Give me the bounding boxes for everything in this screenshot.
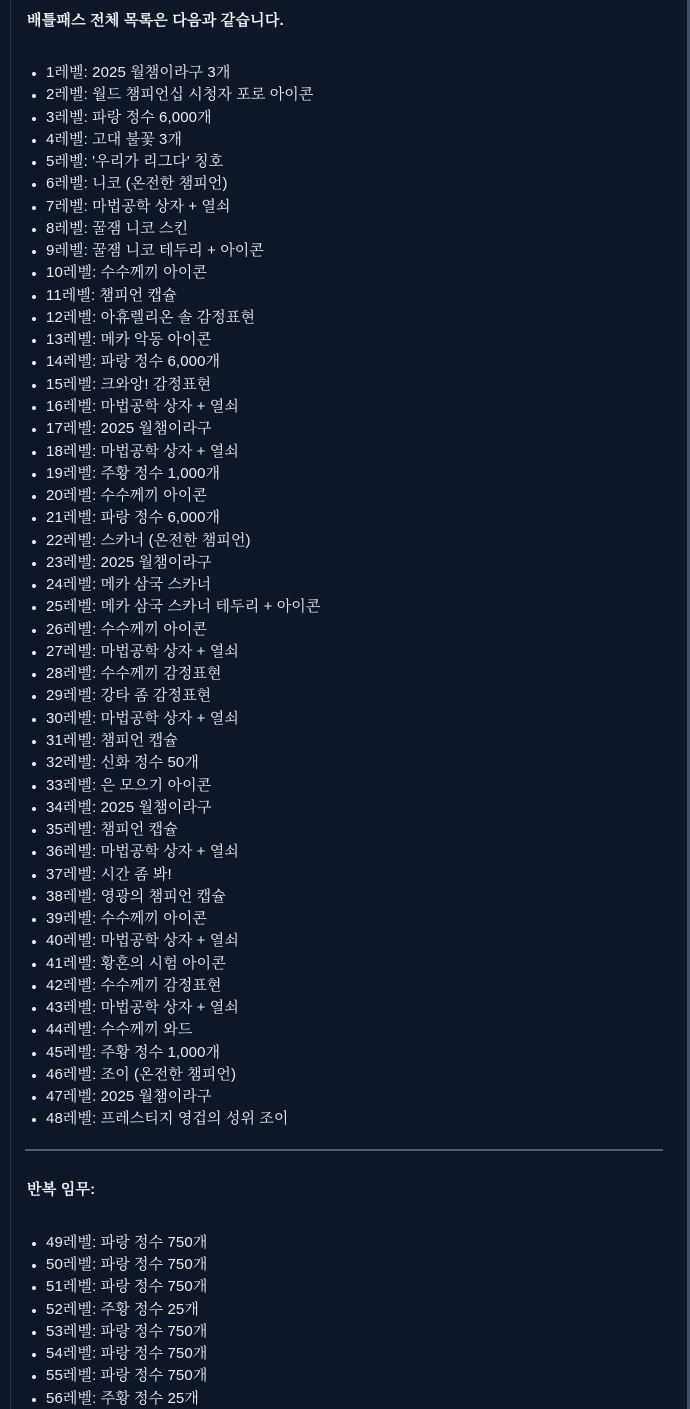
list-item: • 12레벨: 아휴렐리온 솔 감정표현: [46, 307, 663, 329]
list-item: • 46레벨: 조이 (온전한 챔피언): [46, 1064, 663, 1086]
panel-border-left: [10, 0, 11, 1409]
list-item: • 1레벨: 2025 월챔이라구 3개: [46, 62, 663, 84]
list-item: • 32레벨: 신화 정수 50개: [46, 752, 663, 774]
list-item: • 24레벨: 메카 삼국 스카너: [46, 574, 663, 596]
list-item: • 14레벨: 파랑 정수 6,000개: [46, 351, 663, 373]
list-item: • 56레벨: 주황 정수 25개: [46, 1388, 663, 1409]
list-item: • 26레벨: 수수께끼 아이콘: [46, 619, 663, 641]
list-item: • 51레벨: 파랑 정수 750개: [46, 1276, 663, 1298]
list-item: • 49레벨: 파랑 정수 750개: [46, 1232, 663, 1254]
repeat-missions-heading: 반복 임무:: [27, 1180, 96, 1198]
list-item: • 2레벨: 월드 챔피언십 시청자 포로 아이콘: [46, 84, 663, 106]
intro-paragraph: 배틀패스 전체 목록은 다음과 같습니다.: [27, 12, 284, 29]
list-item: • 28레벨: 수수께끼 감정표현: [46, 663, 663, 685]
list-item: • 53레벨: 파랑 정수 750개: [46, 1321, 663, 1343]
list-item: • 9레벨: 꿀잼 니코 테두리 + 아이콘: [46, 240, 663, 262]
list-item: • 40레벨: 마법공학 상자 + 열쇠: [46, 930, 663, 952]
list-item: • 38레벨: 영광의 챔피언 캡슐: [46, 886, 663, 908]
list-item: • 34레벨: 2025 월챔이라구: [46, 797, 663, 819]
list-item: • 43레벨: 마법공학 상자 + 열쇠: [46, 997, 663, 1019]
list-item: • 41레벨: 황혼의 시험 아이콘: [46, 953, 663, 975]
list-item: • 54레벨: 파랑 정수 750개: [46, 1343, 663, 1365]
divider: [25, 1149, 663, 1151]
list-item: • 39레벨: 수수께끼 아이콘: [46, 908, 663, 930]
list-item: • 20레벨: 수수께끼 아이콘: [46, 485, 663, 507]
list-item: • 33레벨: 은 모으기 아이콘: [46, 775, 663, 797]
list-item: • 37레벨: 시간 좀 봐!: [46, 864, 663, 886]
list-item: • 44레벨: 수수께끼 와드: [46, 1019, 663, 1041]
article-content: [27, 12, 663, 1409]
repeat-missions-list: [27, 1232, 663, 1409]
list-item: • 11레벨: 챔피언 캡슐: [46, 285, 663, 307]
list-item: • 7레벨: 마법공학 상자 + 열쇠: [46, 196, 663, 218]
list-item: • 4레벨: 고대 불꽃 3개: [46, 129, 663, 151]
list-item: • 47레벨: 2025 월챔이라구: [46, 1086, 663, 1108]
list-item: • 22레벨: 스카너 (온전한 챔피언): [46, 530, 663, 552]
list-item: • 27레벨: 마법공학 상자 + 열쇠: [46, 641, 663, 663]
list-item: • 17레벨: 2025 월챔이라구: [46, 418, 663, 440]
list-item: • 55레벨: 파랑 정수 750개: [46, 1365, 663, 1387]
list-item: • 3레벨: 파랑 정수 6,000개: [46, 107, 663, 129]
list-item: • 6레벨: 니코 (온전한 챔피언): [46, 173, 663, 195]
list-item: • 29레벨: 강타 좀 감정표현: [46, 685, 663, 707]
list-item: • 19레벨: 주황 정수 1,000개: [46, 463, 663, 485]
list-item: • 15레벨: 크와앙! 감정표현: [46, 374, 663, 396]
list-item: • 50레벨: 파랑 정수 750개: [46, 1254, 663, 1276]
list-item: • 10레벨: 수수께끼 아이콘: [46, 262, 663, 284]
list-item: • 36레벨: 마법공학 상자 + 열쇠: [46, 841, 663, 863]
list-item: • 31레벨: 챔피언 캡슐: [46, 730, 663, 752]
battlepass-reward-list: [27, 62, 663, 1131]
list-item: • 30레벨: 마법공학 상자 + 열쇠: [46, 708, 663, 730]
list-item: • 21레벨: 파랑 정수 6,000개: [46, 507, 663, 529]
list-item: • 25레벨: 메카 삼국 스카너 테두리 + 아이콘: [46, 596, 663, 618]
list-item: • 5레벨: '우리가 리그다' 칭호: [46, 151, 663, 173]
list-item: • 35레벨: 챔피언 캡슐: [46, 819, 663, 841]
list-item: • 48레벨: 프레스티지 영겁의 성위 조이: [46, 1108, 663, 1130]
list-item: • 16레벨: 마법공학 상자 + 열쇠: [46, 396, 663, 418]
list-item: • 13레벨: 메카 악동 아이콘: [46, 329, 663, 351]
list-item: • 8레벨: 꿀잼 니코 스킨: [46, 218, 663, 240]
list-item: • 52레벨: 주황 정수 25개: [46, 1299, 663, 1321]
list-item: • 45레벨: 주황 정수 1,000개: [46, 1042, 663, 1064]
list-item: • 18레벨: 마법공학 상자 + 열쇠: [46, 441, 663, 463]
list-item: • 23레벨: 2025 월챔이라구: [46, 552, 663, 574]
list-item: • 42레벨: 수수께끼 감정표현: [46, 975, 663, 997]
